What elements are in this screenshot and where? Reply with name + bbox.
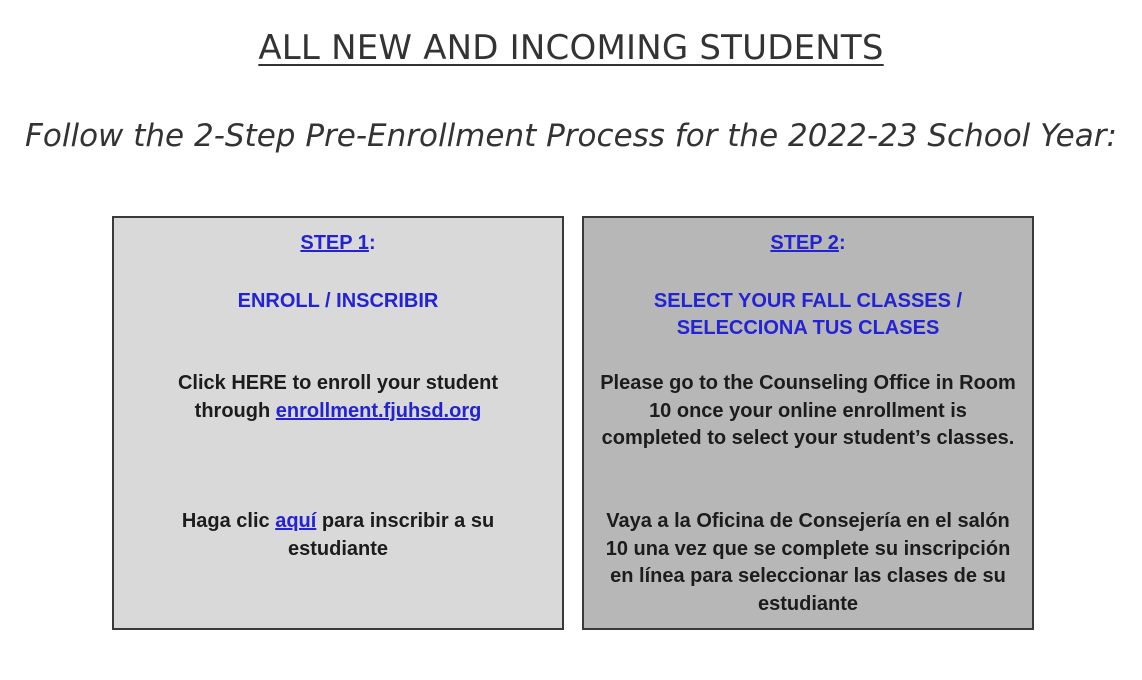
aqui-link[interactable]: aquí	[275, 510, 317, 532]
step2-heading-link[interactable]: STEP 2	[770, 232, 839, 254]
step1-heading-colon: :	[368, 232, 376, 254]
step2-title-line2: SELECCIONA TUS CLASES	[676, 317, 940, 339]
page-title: ALL NEW AND INCOMING STUDENTS	[258, 28, 884, 68]
step1-spanish-suffix: para inscribir a su estudiante	[287, 510, 495, 560]
step1-box	[112, 216, 564, 630]
page-subtitle: Follow the 2-Step Pre-Enrollment Process for the 2022-23 School Year:	[25, 118, 1117, 154]
step1-spanish-text	[144, 508, 532, 563]
step1-heading	[114, 232, 562, 255]
step2-heading	[584, 232, 1032, 255]
step1-spanish-prefix: Haga clic	[181, 510, 276, 532]
step2-spanish-text: Vaya a la Oficina de Consejería en el salón 10 una vez que se complete su inscripción en línea para seleccionar las clases de su estudiante	[605, 510, 1011, 615]
step2-box	[582, 216, 1034, 630]
step2-heading-colon: :	[838, 232, 846, 254]
step2-english-text: Please go to the Counseling Office in Room 10 once your online enrollment is completed to select your student’s classes.	[600, 372, 1016, 449]
step1-english-text	[144, 370, 532, 425]
step2-title-line1: SELECT YOUR FALL CLASSES /	[653, 290, 963, 312]
step1-heading-link[interactable]: STEP 1	[300, 232, 369, 254]
enrollment-link[interactable]: enrollment.fjuhsd.org	[275, 399, 482, 422]
step1-title: ENROLL / INSCRIBIR	[237, 290, 439, 312]
step1-english-prefix: Click HERE to enroll your student through	[177, 372, 499, 422]
